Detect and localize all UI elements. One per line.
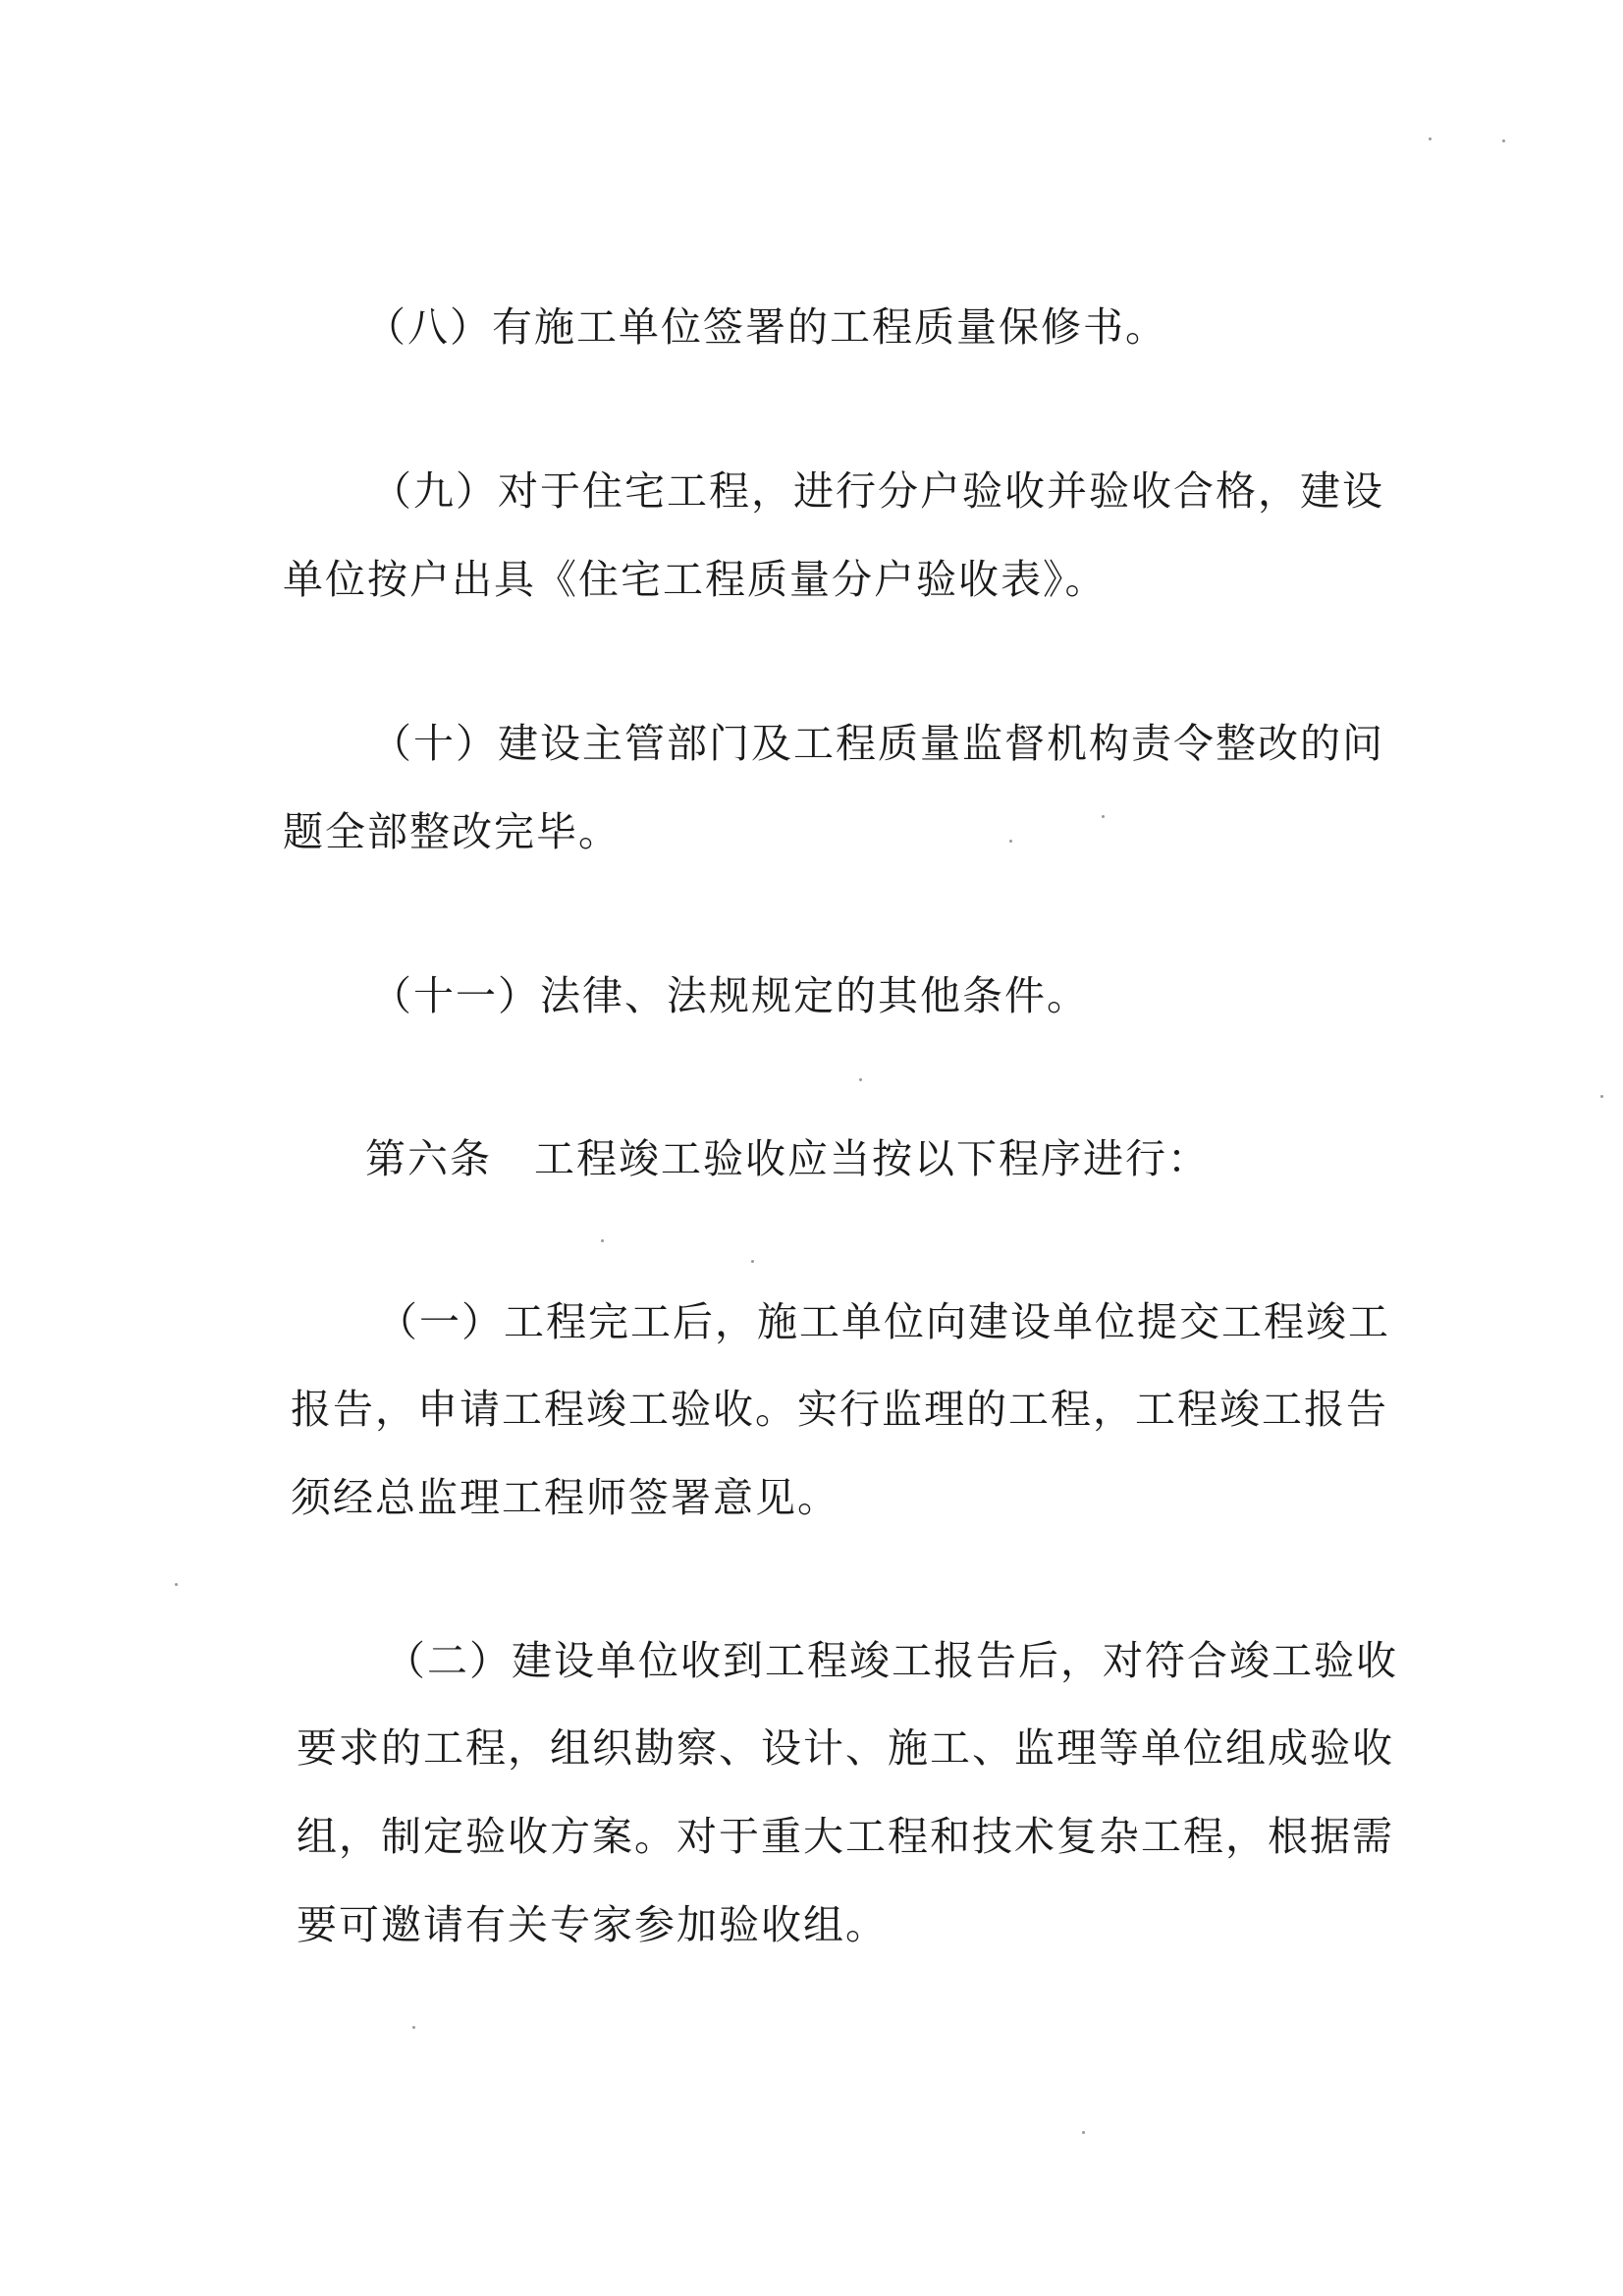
scan-speck — [1082, 2131, 1085, 2134]
text-line: （八）有施工单位签署的工程质量保修书。 — [365, 303, 1167, 351]
text-line: （一）工程完工后，施工单位向建设单位提交工程竣工 — [377, 1298, 1390, 1345]
text-line: 题全部整改完毕。 — [283, 808, 621, 855]
scan-speck — [412, 2026, 415, 2029]
scan-speck — [1502, 139, 1505, 142]
text-line: （十一）法律、法规规定的其他条件。 — [371, 972, 1089, 1019]
text-line: 要可邀请有关专家参加验收组。 — [297, 1901, 888, 1948]
scan-speck — [751, 1260, 754, 1263]
text-line: 单位按户出具《住宅工程质量分户验收表》。 — [283, 556, 1108, 603]
scan-speck — [1600, 1095, 1603, 1098]
scan-speck — [1009, 840, 1012, 843]
article-heading: 第六条 工程竣工验收应当按以下程序进行： — [365, 1135, 1210, 1182]
text-line: （二）建设单位收到工程竣工报告后，对符合竣工验收 — [385, 1637, 1398, 1684]
scan-speck — [175, 1583, 178, 1586]
text-line: （九）对于住宅工程，进行分户验收并验收合格，建设 — [371, 467, 1384, 515]
text-line: （十）建设主管部门及工程质量监督机构责令整改的问 — [371, 720, 1384, 767]
scan-speck — [1102, 815, 1105, 818]
text-line: 须经总监理工程师签署意见。 — [291, 1474, 839, 1521]
text-line: 要求的工程，组织勘察、设计、施工、监理等单位组成验收 — [297, 1724, 1394, 1772]
scan-speck — [859, 1078, 862, 1081]
text-line: 组，制定验收方案。对于重大工程和技术复杂工程，根据需 — [297, 1813, 1394, 1860]
scan-speck — [601, 1239, 604, 1242]
text-line: 报告，申请工程竣工验收。实行监理的工程，工程竣工报告 — [291, 1386, 1388, 1433]
scan-speck — [1429, 137, 1432, 140]
